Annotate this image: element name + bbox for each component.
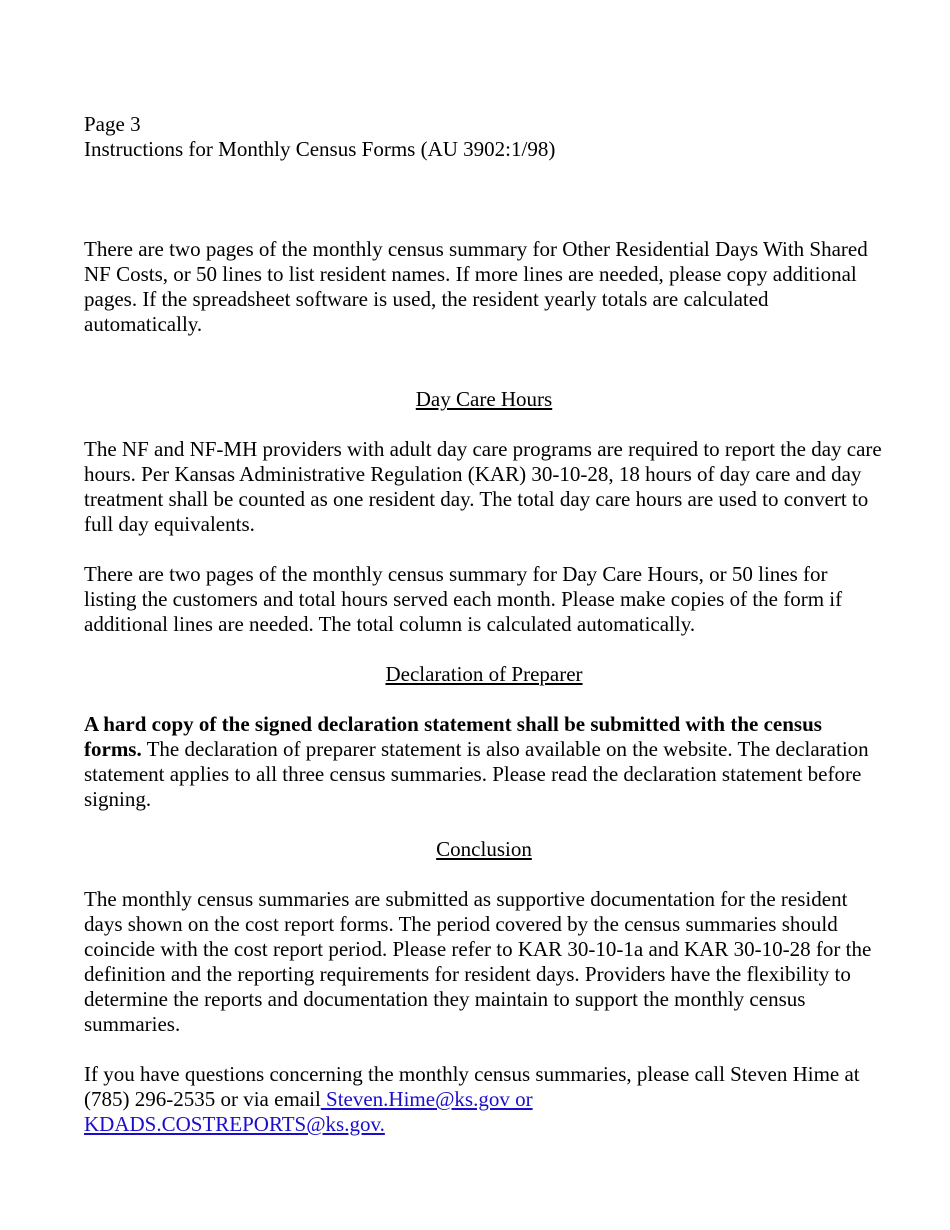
declaration-heading: Declaration of Preparer (385, 662, 583, 686)
contact-text: If you have questions concerning the monthly census summaries, please call Steven Hime at (785) 296-2535 or via email (84, 1062, 860, 1111)
page-header (84, 112, 884, 162)
email-link-kdads-costreports[interactable]: KDADS.COSTREPORTS@ks.gov. (84, 1112, 385, 1136)
contact-paragraph (84, 1062, 884, 1137)
declaration-paragraph (84, 712, 884, 812)
conclusion-heading: Conclusion (436, 837, 532, 861)
page-number: Page 3 (84, 112, 141, 136)
email-link-steven-hime[interactable]: Steven.Hime@ks.gov or (320, 1087, 533, 1111)
conclusion-paragraph: The monthly census summaries are submitted as supportive documentation for the resident days shown on the cost report forms. The period covered by the census summaries should coincide with the cost report period. Please refer to KAR 30-10-1a and KAR 30-10-28 for the definition and the reporting requirements for resident days. Providers have the flexibility to determine the reports and documentation they maintain to support the monthly census summaries. (84, 887, 872, 1036)
intro-paragraph: There are two pages of the monthly census summary for Other Residential Days With Shared NF Costs, or 50 lines to list resident names. If more lines are needed, please copy additional pages. If the spreadsheet software is used, the resident yearly totals are calculated automatically. (84, 237, 868, 336)
day-care-paragraph-1: The NF and NF-MH providers with adult day care programs are required to report the day care hours. Per Kansas Administrative Regulation (KAR) 30-10-28, 18 hours of day care and day treatment shall be counted as one resident day. The total day care hours are used to convert to full day equivalents. (84, 437, 882, 536)
declaration-bold-text: A hard copy of the signed declaration statement shall be submitted with the census forms. (84, 712, 822, 761)
declaration-text: The declaration of preparer statement is also available on the website. The declaration statement applies to all three census summaries. Please read the declaration statement before signing. (84, 737, 869, 811)
document-title: Instructions for Monthly Census Forms (AU 3902:1/98) (84, 137, 556, 161)
day-care-heading: Day Care Hours (415, 387, 553, 411)
document-page (84, 112, 884, 1137)
day-care-paragraph-2: There are two pages of the monthly census summary for Day Care Hours, or 50 lines for listing the customers and total hours served each month. Please make copies of the form if additional lines are needed. The total column is calculated automatically. (84, 562, 843, 636)
